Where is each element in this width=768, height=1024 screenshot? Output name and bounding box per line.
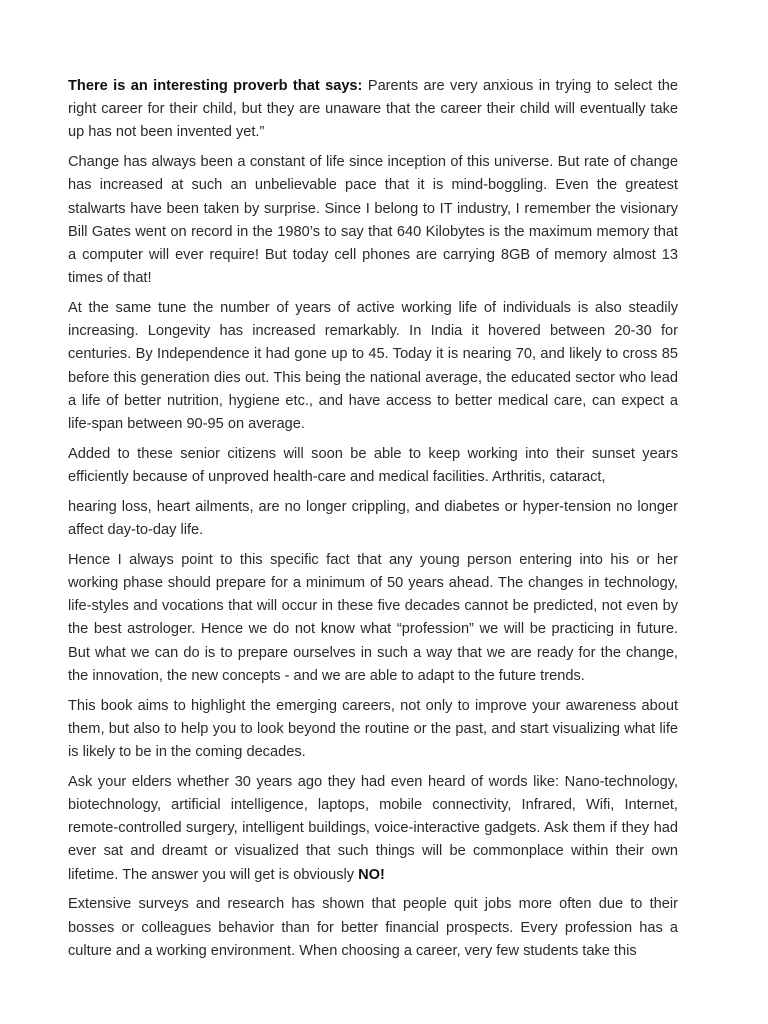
paragraph-longevity: At the same tune the number of years of active working life of individuals is also steadily increasing. Longevity has increased remarkably. In India it hovered between 20-30 for centuries. By Independence it had gone up to 45. Today it is nearing 70, and likely to cross 85 before this generation dies out. This being the national average, the educated sector who lead a life of better nutrition, hygiene etc., and have access to better medical care, can expect a life-span between 90-95 on average.: [68, 300, 678, 433]
paragraph-proverb: [68, 75, 678, 145]
paragraph-elders: [68, 771, 678, 887]
paragraph-surveys: Extensive surveys and research has shown that people quit jobs more often due to their bosses or colleagues behavior than for better financial prospects. Every profession has a culture and a working environment. When choosing a career, very few students take this: [68, 896, 678, 959]
paragraph-senior-citizens: Added to these senior citizens will soon be able to keep working into their sunset years efficiently because of unproved health-care and medical facilities. Arthritis, cataract,: [68, 445, 678, 486]
paragraph-health: hearing loss, heart ailments, are no longer crippling, and diabetes or hyper-tension no longer affect day-to-day life.: [68, 498, 678, 539]
proverb-lead: There is an interesting proverb that says:: [68, 78, 363, 94]
paragraph-change: Change has always been a constant of life since inception of this universe. But rate of change has increased at such an unbelievable pace that it is mind-boggling. Even the greatest stalwarts have been taken by surprise. Since I belong to IT industry, I remember the visionary Bill Gates went on record in the 1980’s to say that 640 Kilobytes is the maximum memory that a computer will ever require! But today cell phones are carrying 8GB of memory almost 13 times of that!: [68, 154, 678, 287]
elders-answer: NO!: [358, 866, 385, 883]
proverb-text: Parents are very anxious in trying to select the right career for their child, but they are unaware that the career their child will eventually take up has not been invented yet.”: [68, 78, 678, 141]
elders-text: Ask your elders whether 30 years ago they had even heard of words like: Nano-technology, biotechnology, artificial intelligence, laptops, mobile connectivity, Infrared, Wifi, Internet, remote-controlled surgery, intelligent buildings, voice-interactive gadgets. Ask them if they had ever sat and dreamt or visualized that such things will be commonplace within their own lifetime. The answer you will get is obviously: [68, 773, 678, 883]
document-body: [68, 75, 678, 970]
paragraph-prepare: Hence I always point to this specific fact that any young person entering into his or her working phase should prepare for a minimum of 50 years ahead. The changes in technology, life-styles and vocations that will occur in these five decades cannot be predicted, not even by the best astrologer. Hence we do not know what “profession” we will be practicing in future. But what we can do is to prepare ourselves in such a way that we are ready for the change, the innovation, the new concepts - and we are able to adapt to the future trends.: [68, 551, 678, 684]
paragraph-book-aims: This book aims to highlight the emerging careers, not only to improve your awareness about them, but also to help you to look beyond the routine or the past, and start visualizing what life is likely to be in the coming decades.: [68, 697, 678, 761]
